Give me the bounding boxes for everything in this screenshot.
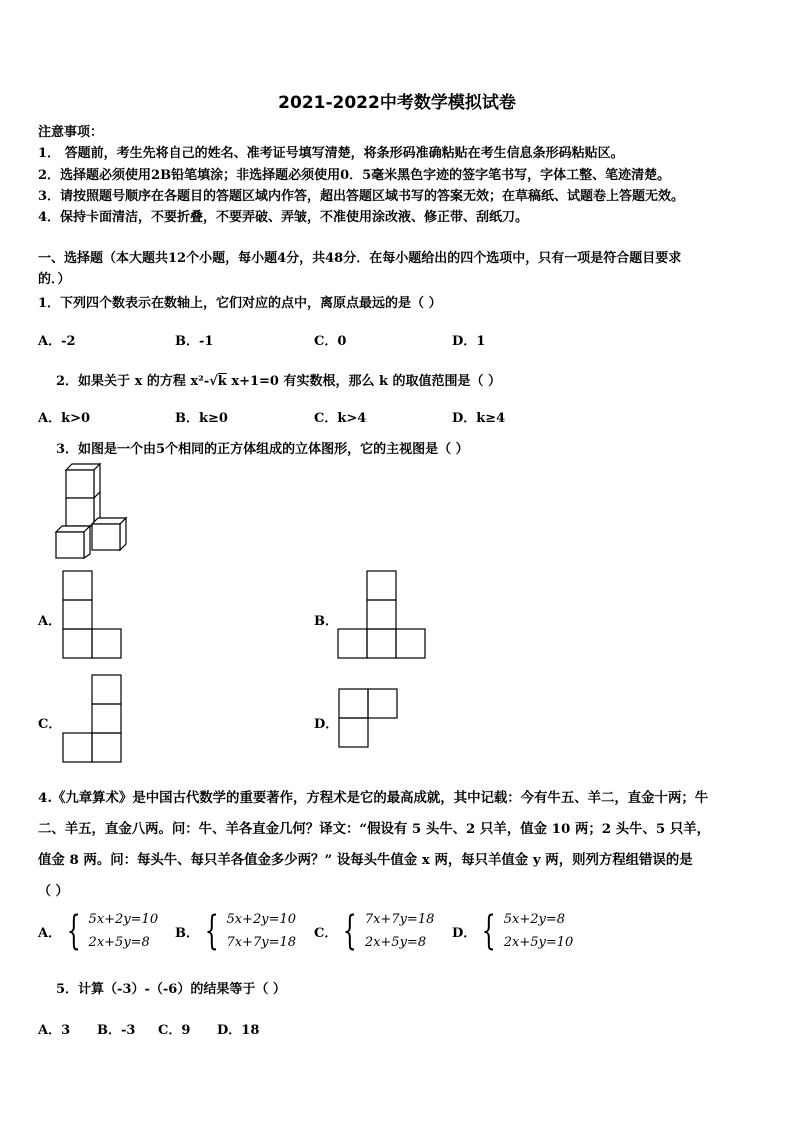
note-item-4: 4．保持卡面清洁，不要折叠，不要弄破、弄皱，不准使用涂改液、修正带、刮纸刀。 [38, 210, 529, 225]
q1-option-c: C．0 [314, 334, 347, 349]
sqrt-icon: √ [209, 374, 218, 389]
question-4-line1: 4.《九章算术》是中国古代数学的重要著作，方程术是它的最高成就，其中记载：今有牛五、羊二，直金十两；牛 [38, 790, 709, 806]
q4-option-b-label: B． [175, 925, 199, 941]
q5-option-d: D．18 [217, 1023, 260, 1038]
cube-solid-figure [54, 462, 134, 562]
brace-icon: { [66, 908, 81, 954]
q2-option-c: C．k>4 [314, 411, 367, 426]
note-item-1: 1． 答题前，考生先将自己的姓名、准考证号填写清楚，将条形码准确粘贴在考生信息条形码粘贴区。 [38, 146, 624, 161]
q2-option-d: D．k≥4 [452, 411, 506, 426]
question-4-line2: 二、羊五，直金八两。问：牛、羊各直金几何？译文：“假设有 5 头牛、2 只羊，值金 10 两；2 头牛、5 只羊， [38, 821, 711, 837]
note-item-3: 3．请按照题号顺序在各题目的答题区域内作答，超出答题区域书写的答案无效；在草稿纸、试题卷上答题无效。 [38, 189, 685, 204]
q4-option-b-eq1: 5x+2y=10 [226, 912, 296, 927]
q3-option-c-label: C． [38, 717, 62, 732]
brace-icon: { [482, 908, 497, 954]
notes-heading: 注意事项： [38, 125, 104, 140]
q4-option-c [314, 908, 434, 954]
q4-option-d-label: D． [452, 925, 477, 941]
q1-option-a: A．-2 [38, 334, 76, 349]
q4-option-d [452, 908, 573, 954]
q4-option-c-eq1: 7x+7y=18 [364, 912, 435, 927]
q3-option-a-label: A． [38, 614, 62, 629]
question-5-stem: 5．计算（-3）-（-6）的结果等于（ ） [56, 982, 286, 997]
q4-option-a-eq2: 2x+5y=8 [88, 935, 150, 950]
q5-option-b: B．-3 [97, 1023, 136, 1038]
question-1-stem: 1．下列四个数表示在数轴上，它们对应的点中，离原点最远的是（ ） [38, 296, 442, 311]
q4-option-b [175, 908, 296, 954]
q3-option-c-figure [62, 674, 124, 764]
q4-option-d-eq1: 5x+2y=8 [503, 912, 566, 927]
q4-option-a-label: A． [38, 925, 62, 941]
section-heading-line1: 一、选择题（本大题共12个小题，每小题4分，共48分．在每小题给出的四个选项中，只有一项是符合题目要求 [38, 251, 682, 266]
q2-sqrt-radicand: k [217, 374, 227, 389]
q3-option-b-figure [337, 570, 429, 660]
q4-option-c-eq2: 2x+5y=8 [364, 935, 427, 950]
q4-option-a [38, 908, 158, 954]
q4-option-a-eq1: 5x+2y=10 [88, 912, 159, 927]
section-heading-line2: 的．） [38, 272, 71, 287]
question-4-line3: 值金 8 两。问：每头牛、每只羊各值金多少两？” 设每头牛值金 x 两，每只羊值金 y 两，则列方程组错误的是 [38, 852, 693, 868]
brace-icon: { [343, 908, 358, 954]
note-item-2: 2．选择题必须使用2B铅笔填涂；非选择题必须使用0．5毫米黑色字迹的签字笔书写，字体工整、笔迹清楚。 [38, 168, 671, 183]
q4-option-d-eq2: 2x+5y=10 [503, 935, 574, 950]
question-2-stem [56, 370, 501, 389]
q5-option-a: A．3 [38, 1023, 71, 1038]
q1-option-b: B．-1 [175, 334, 214, 349]
q4-option-b-eq2: 7x+7y=18 [226, 935, 296, 950]
q2-option-b: B．k≥0 [175, 411, 228, 426]
q2-stem-post: x+1=0 有实数根，那么 k 的取值范围是（ ） [231, 374, 502, 389]
q2-stem-pre: 2．如果关于 x 的方程 x²- [56, 374, 210, 389]
question-4-line4: （ ） [38, 884, 69, 899]
page-title: 2021-2022中考数学模拟试卷 [278, 93, 516, 113]
q3-option-d-figure [338, 688, 400, 750]
q5-option-c: C．9 [158, 1023, 191, 1038]
q4-option-c-label: C． [314, 925, 338, 941]
q1-option-d: D．1 [452, 334, 486, 349]
brace-icon: { [204, 908, 219, 954]
q3-option-b-label: B． [314, 614, 338, 629]
q3-option-d-label: D． [314, 717, 339, 732]
q3-option-a-figure [62, 570, 124, 660]
q2-option-a: A．k>0 [38, 411, 91, 426]
question-3-stem: 3．如图是一个由5个相同的正方体组成的立体图形，它的主视图是（ ） [56, 442, 469, 457]
